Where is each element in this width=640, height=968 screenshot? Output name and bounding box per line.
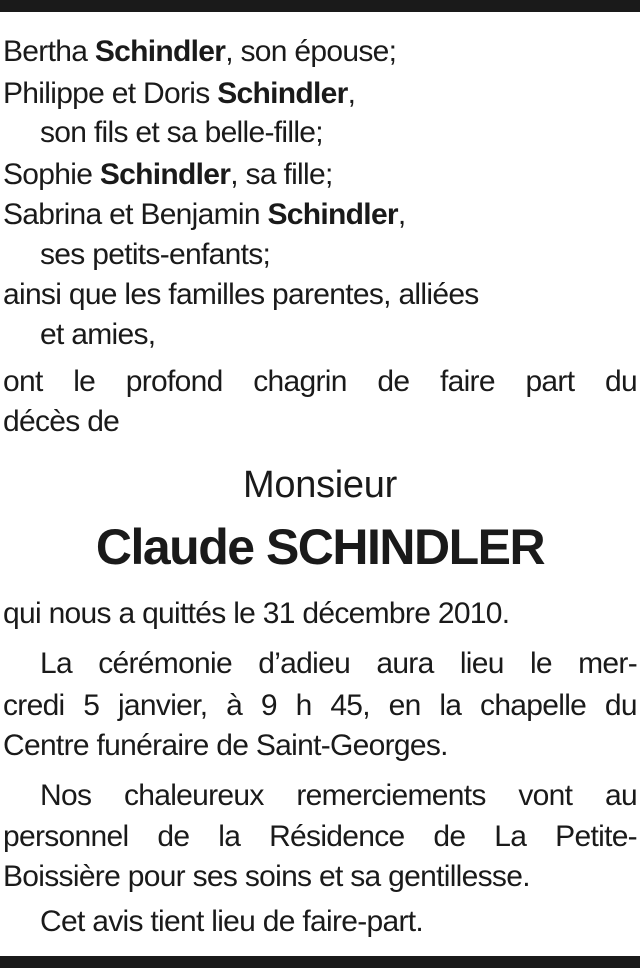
word: cérémonie (98, 647, 232, 680)
word: la (218, 820, 241, 853)
closing-text: Cet avis tient lieu de faire-part. (40, 905, 424, 938)
ceremony-line-3 (3, 726, 637, 766)
word: le (529, 647, 552, 680)
family-line-4 (3, 155, 637, 195)
closing-line (40, 902, 637, 942)
word: d’adieu (258, 647, 351, 680)
family-surname: Schindler (217, 77, 348, 110)
word: lieu (459, 647, 504, 680)
word: chaleureux (123, 779, 264, 812)
thanks-line-1 (40, 776, 637, 816)
deceased-name: Claude SCHINDLER (95, 519, 545, 575)
word: chagrin (253, 365, 347, 398)
word: chapelle (480, 689, 587, 722)
family-relation: , sa fille; (230, 158, 333, 191)
word: de (157, 820, 190, 853)
ceremony-text: Centre funéraire de Saint-Georges. (3, 729, 448, 762)
family-first-name: Philippe et Doris (3, 77, 218, 110)
announce-line-1 (3, 362, 637, 402)
family-punctuation: , (397, 198, 406, 231)
announce-text: décès de (3, 405, 120, 438)
word: 9 (260, 689, 277, 722)
word: 45, (330, 689, 370, 722)
family-relation: son fils et sa belle-fille; (40, 116, 323, 149)
family-surname: Schindler (267, 198, 398, 231)
word: mer- (578, 647, 637, 680)
word: faire (439, 365, 495, 398)
word: le (73, 365, 96, 398)
word: de (377, 365, 410, 398)
family-line-3 (40, 113, 637, 153)
word: 5 (83, 689, 100, 722)
family-surname: Schindler (94, 35, 226, 68)
family-relation: et amies, (40, 318, 156, 351)
thanks-line-3 (3, 857, 637, 897)
passed-line (3, 594, 637, 634)
family-surname: Schindler (99, 158, 231, 191)
family-line-8 (40, 315, 637, 355)
family-punctuation: , (347, 77, 356, 110)
word: personnel (3, 820, 129, 853)
thanks-line-2 (3, 817, 637, 857)
word: au (604, 779, 637, 812)
word: la (439, 689, 462, 722)
announce-line-2 (3, 402, 637, 442)
family-first-name: Bertha (3, 35, 95, 68)
family-relation: , son épouse; (225, 35, 397, 68)
ceremony-line-2 (3, 686, 637, 726)
word: remerciements (296, 779, 486, 812)
family-first-name: Sabrina et Benjamin (3, 198, 268, 231)
family-line-5 (3, 195, 637, 235)
word: credi (3, 689, 65, 722)
family-extended: ainsi que les familles parentes, alliées (3, 278, 479, 311)
word: h (295, 689, 312, 722)
word: janvier, (117, 689, 208, 722)
word: Petite- (555, 820, 637, 853)
word: vont (518, 779, 573, 812)
passed-text: qui nous a quittés le 31 décembre 2010. (3, 597, 510, 630)
word: ont (3, 365, 43, 398)
word: en (388, 689, 421, 722)
word: La (40, 647, 72, 680)
word: La (494, 820, 527, 853)
word: du (604, 689, 637, 722)
family-relation: ses petits-enfants; (40, 238, 271, 271)
word: aura (376, 647, 434, 680)
deceased-title: Monsieur (243, 464, 397, 506)
word: part (525, 365, 575, 398)
word: de (433, 820, 466, 853)
word: à (226, 689, 243, 722)
word: Résidence (269, 820, 405, 853)
family-line-1 (3, 32, 637, 72)
family-line-7 (3, 275, 637, 315)
word: Nos (40, 779, 92, 812)
word: profond (125, 365, 223, 398)
bottom-rule (0, 956, 640, 968)
family-line-2 (3, 74, 637, 114)
family-line-6 (40, 235, 637, 275)
word: du (604, 365, 637, 398)
ceremony-line-1 (40, 644, 637, 684)
thanks-text: Boissière pour ses soins et sa gentillesse. (3, 860, 530, 893)
family-first-name: Sophie (3, 158, 100, 191)
